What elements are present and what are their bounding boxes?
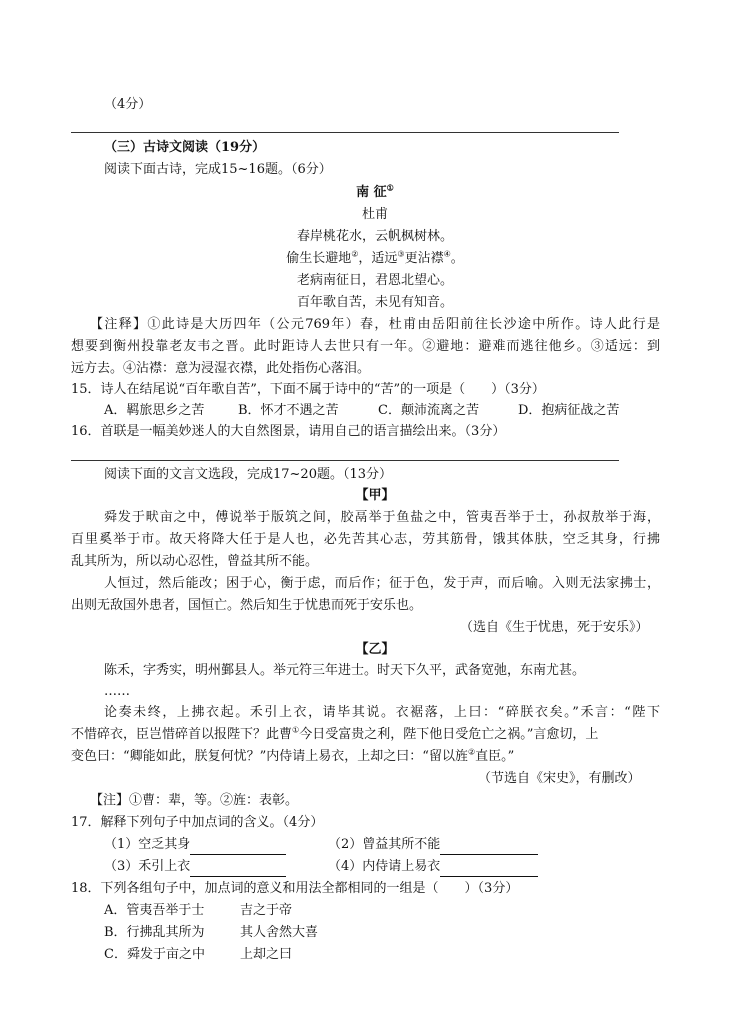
poem-instruction: 阅读下面古诗，完成15~16题。（6分） (104, 162, 332, 177)
footnote-marker: ② (467, 747, 476, 757)
footnote-marker: ① (386, 182, 394, 193)
poem-title (300, 183, 450, 203)
q18-option-b-left: B．行拂乱其所为 (104, 925, 205, 940)
q15-option-a: A．羁旅思乡之苦 (104, 403, 205, 418)
q15-option-d: D．抱病征战之苦 (518, 403, 620, 418)
passage-jia-source: （选自《生于忧患，死于安乐》） (460, 620, 649, 635)
poem-author: 杜甫 (361, 207, 388, 222)
q18-option-b-right: 其人舍然大喜 (240, 925, 319, 940)
passage-yi-title: 【乙】 (355, 642, 395, 657)
q18-option-c-left: C．舜发于亩之中 (104, 947, 205, 962)
passage-yi-part: 直臣。” (475, 749, 515, 764)
section-title: （三）古诗文阅读（19分） (104, 140, 266, 155)
q18-option-a-right: 吉之于帝 (240, 903, 293, 918)
q17-item-4 (328, 857, 538, 877)
footnote-marker: ② (351, 249, 359, 259)
q18-option-a-left: A．管夷吾举于士 (104, 903, 205, 918)
passage-yi-part: 不惜碎衣，臣岂惜碎首以报陛下？此曹 (71, 727, 293, 742)
passage-yi-line (71, 725, 598, 745)
passage-notes: 【注】①曹：辈，等。②旌：表彰。 (90, 793, 299, 808)
answer-blank[interactable] (190, 840, 286, 855)
footnote-marker: ① (292, 725, 300, 735)
footnote-marker: ③ (397, 249, 405, 259)
poem-title-text: 南 征 (356, 185, 387, 200)
answer-blank[interactable] (440, 840, 538, 855)
passage-jia-line: 出则无敌国外患者，国恒亡。然后知生于忧患而死于安乐也。 (71, 598, 423, 613)
footnote-marker: ④ (443, 249, 451, 259)
q17-item-3 (104, 857, 286, 877)
passage-jia-line: 百里奚举于市。故天将降大任于是人也，必先苦其心志，劳其筋骨，饿其体肤，空乏其身，行拂 (71, 532, 660, 547)
question-18: 18．下列各组句子中，加点词的意义和用法全都相同的一组是（ ）（3分） (71, 881, 519, 896)
poem-line-1: 春岸桃花水，云帆枫树林。 (296, 229, 453, 244)
passage-yi-part: 今日受富贵之利，陛下他日受危亡之祸。”言愈切，上 (299, 727, 599, 742)
passage-yi-line (71, 747, 514, 767)
q15-option-c: C．颠沛流离之苦 (378, 403, 479, 418)
passage-ellipsis: …… (104, 684, 130, 699)
question-15: 15．诗人在结尾说“百年歌自苦”，下面不属于诗中的“苦”的一项是（ ）（3分） (71, 382, 545, 397)
poem-line-2 (225, 249, 525, 269)
passage-jia-line: 人恒过，然后能改；困于心，衡于虑，而后作；征于色，发于声，而后喻。入则无法家拂士， (104, 576, 660, 591)
poem-note-line: 【注释】①此诗是大历四年（公元769年）春，杜甫由岳阳前往长沙途中所作。诗人此行是 (90, 317, 660, 332)
poem-note-line: 远方去。④沾襟：意为浸湿衣襟，此处指伤心落泪。 (71, 361, 371, 376)
poem-line-3: 老病南征日，君恩北望心。 (296, 273, 453, 288)
passage-yi-source: （节选自《宋史》，有删改） (478, 771, 641, 786)
passage-jia-line: 乱其所为，所以动心忍性，曾益其所不能。 (71, 554, 319, 569)
q17-item-label: （4）内侍请上易衣 (328, 859, 441, 874)
poem-line-2-part: ，适远 (358, 251, 398, 266)
q17-item-2 (328, 835, 538, 855)
passage-jia-line: 舜发于畎亩之中，傅说举于版筑之间，胶鬲举于鱼盐之中，管夷吾举于士，孙叔敖举于海， (104, 510, 660, 525)
answer-blank[interactable] (440, 862, 538, 877)
poem-line-2-part: 偷生长避地 (286, 251, 352, 266)
poem-line-2-part: 。 (450, 251, 464, 266)
q18-option-c-right: 上却之曰 (240, 947, 293, 962)
passage-yi-line: 陈禾，字秀实，明州鄞县人。举元符三年进士。时天下久平，武备宽弛，东南尤甚。 (104, 663, 586, 678)
q17-item-label: （2）曾益其所不能 (328, 837, 441, 852)
q17-item-label: （3）禾引上衣 (104, 859, 191, 874)
q17-item-1 (104, 835, 286, 855)
passage-yi-line: 论奏未终，上拂衣起。禾引上衣，请毕其说。衣裾落，上曰：“碎朕衣矣。”禾言：“陛下 (104, 705, 660, 720)
passage-jia-title: 【甲】 (355, 488, 395, 503)
score-label: （4分） (104, 97, 152, 112)
question-16: 16．首联是一幅美妙迷人的大自然图景，请用自己的语言描绘出来。（3分） (71, 424, 506, 439)
poem-line-4: 百年歌自苦，未见有知音。 (296, 295, 453, 310)
passage-yi-part: 变色曰：“卿能如此，朕复何忧？”内侍请上易衣，上却之曰：“留以旌 (71, 749, 468, 764)
poem-note-line: 想要到衡州投靠老友韦之晋。此时距诗人去世只有一年。②避地：避难而逃往他乡。③适远：到 (71, 339, 660, 354)
classical-instruction: 阅读下面的文言文选段，完成17~20题。（13分） (104, 467, 393, 482)
q17-item-label: （1）空乏其身 (104, 837, 191, 852)
question-17: 17．解释下列句子中加点词的含义。（4分） (71, 815, 324, 830)
poem-line-2-part: 更沾襟 (404, 251, 444, 266)
q15-option-b: B．怀才不遇之苦 (238, 403, 339, 418)
answer-blank[interactable] (190, 862, 286, 877)
answer-line (71, 460, 619, 461)
divider-line (71, 132, 619, 133)
